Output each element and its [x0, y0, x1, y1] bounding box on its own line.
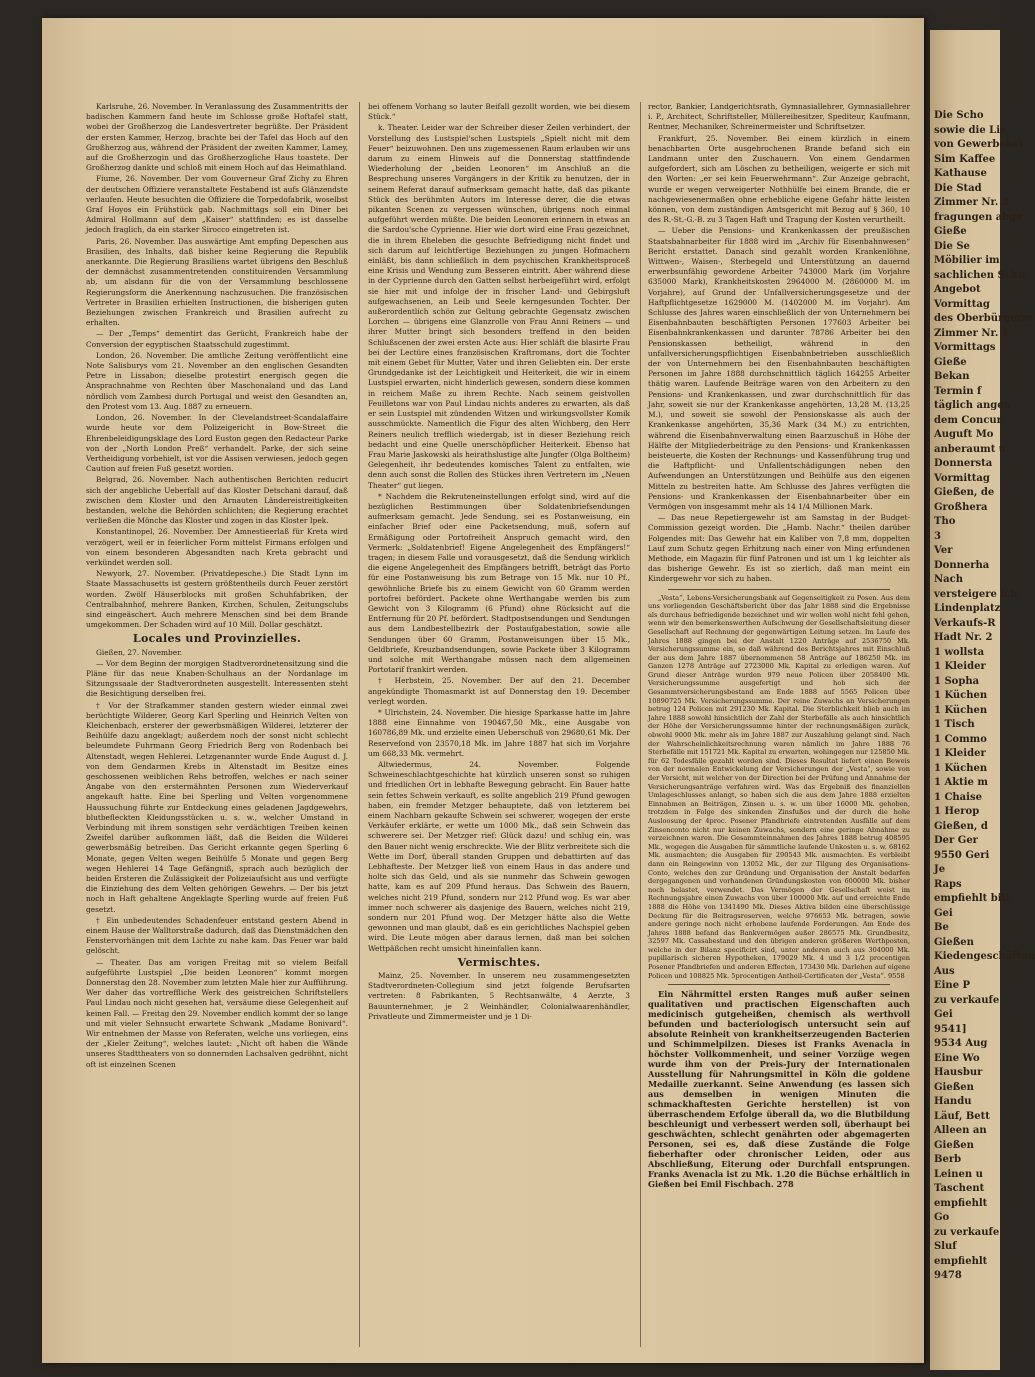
article-paragraph: — Der „Temps“ dementirt das Gerücht, Frankreich habe der Conversion der egyptischen Staatsschuld zugestimmt.	[86, 329, 348, 349]
article-paragraph: London, 26. November. Die amtliche Zeitung veröffentlicht eine Note Salisburys vom 21. November an den englischen Gesandten Petre in Lissabon; dieselbe protestirt energisch gegen die Ansprachnahme von Rechten über Maschonaland und das Land nördlich vom Zambesi durch Portugal und weist den Gesandten an, den Protest vom 13. Aug. 1887 zu erneuern.	[86, 350, 348, 411]
adjacent-page-text: Go	[934, 1212, 950, 1223]
adjacent-page-text: Handu	[934, 1096, 972, 1107]
adjacent-page-text: täglich angen	[934, 400, 1011, 411]
adjacent-page-text: Hadt Nr. 2	[934, 632, 993, 643]
adjacent-page-text: Gießen, d	[934, 820, 988, 832]
article-paragraph: — Theater. Das am vorigen Freitag mit so vielem Beifall aufgeführte Lustspiel „Die beiden Leonoren“ kommt morgen Donnerstag den 28. November zum letzten Male hier zur Aufführung. Wer daher das vortreffliche Werk des geistreichen Schriftstellers Paul Lindau noch nicht gesehen hat, versäume diese Gelegenheit auf keinen Fall. — Freitag den 29. November endlich kommt der so lange und mit vieler Sehnsucht erwartete Schwank „Madame Bonivard“. Wir entnehmen der Masse von Referaten, welche uns vorliegen, eins der „Kieler Zeitung“, welches lautet: „Nicht oft haben die Wände unseres Stadttheaters von so donnernden Lachsalven gedröhnt, nicht oft ist einzelnen Scenen	[86, 957, 348, 1069]
article-paragraph: * Nachdem die Rekruteneinstellungen erfolgt sind, wird auf die bezüglichen Bestimmungen über Soldatenbriefsendungen aufmerksam gemacht. Jede Sendung, sei es Postanweisung, ein einfacher Brief oder eine Packetsendung, muß, sofern auf Ermäßigung oder Portofreiheit Anspruch gemacht wird, den Vermerk: „Soldatenbrief! Eigene Angelegenheit des Empfängers!“ tragen; in diesem Falle und vorausgesetzt, daß die Sendung wirklich die eigene Angelegenheit des Empfängers betrifft, beträgt das Porto für eine Postanweisung bis zum Betrage von 15 Mk. nur 10 Pf., gewöhnliche Briefe bis zu einem Gewicht von 60 Gramm werden portofrei befördert. Packete ohne Werthangabe werden bis zum Gewicht von 3 Kilogramm (6 Pfund) ohne Rücksicht auf die Entfernung für 20 Pf. befördert. Stadtpostsendungen und Sendungen aus dem Landbestellbezirk der Postaufgabestation, sowie alle Sendungen über 60 Gramm, Postanweisungen über 15 Mk., Geldbriefe, Kreuzbandsendungen, sowie Packete über 3 Kilogramm und solche mit Werthangabe müssen nach dem allgemeinen Portotarif frankirt werden.	[368, 491, 630, 675]
adjacent-page-text: Be	[934, 922, 949, 933]
adjacent-page-text: empfiehlt	[934, 1197, 988, 1209]
adjacent-page-text: Termin f	[934, 385, 982, 397]
article-paragraph: * Ulrichstein, 24. November. Die hiesige Sparkasse hatte im Jahre 1888 eine Einnahme von 190467,50 Mk., eine Ausgabe von 160786,89 Mk. und erzielte einen Ueberschuß von 29680,61 Mk. Der Reservefond von 23570,18 Mk. im Jahre 1887 hat sich im Vorjahre um 668,33 Mk. vermehrt.	[368, 707, 630, 758]
adjacent-page-text: sowie die Lie	[934, 124, 1007, 136]
article-paragraph: Paris, 26. November. Das auswärtige Amt empfing Depeschen aus Brasilien, des Inhalts, daß bisher keine Regierung die Republik anerkannte. Die Regierung Brasiliens wartet übrigens den Beschluß der demnächst zusammentretenden constituirenden Versammlung ab, um alsdann für die von der Versammlung beschlossene Regierungsform die Anerkennung nachzusuchen. Die französischen Vertreter in Brasilien erhielten Instructionen, die bisherigen guten Beziehungen zwischen Frankreich und Brasilien aufrecht zu erhalten.	[86, 236, 348, 328]
adjacent-page-text: 1 Küchen	[934, 704, 988, 716]
adjacent-page-text: zu verkaufe	[934, 1226, 1000, 1238]
adjacent-page-text: Zimmer Nr. 2	[934, 197, 1009, 208]
adjacent-page-text: 1 Sopha	[934, 675, 980, 687]
article-paragraph: Karlsruhe, 26. November. In Veranlassung des Zusammentritts der badischen Kammern fand heute im Schlosse große Hoftafel statt, wobei der Großherzog die Landesvertreter begrüßte. Der Präsident der ersten Kammer, Herzog, brachte bei der Tafel das Hoch auf den Großherzog aus, während der Präsident der zweiten Kammer, Lamey, auf die Großherzogin und das Großherzogliche Haus toastete. Der Großherzog dankte und schloß mit einem Hoch auf das Heimathland.	[86, 102, 348, 173]
column-right	[648, 102, 910, 1347]
adjacent-page-text: Aus	[934, 965, 955, 977]
article-paragraph: k. Theater. Leider war der Schreiber dieser Zeilen verhindert, der Vorstellung des Lustspiel'schen Lustspiels „Spielt nicht mit dem Feuer“ beizuwohnen. Den uns zugemessenen Raum erlauben wir uns darum zu einem Hinweis auf die Donnerstag stattfindende Wiederholung der „beiden Leonoren“ im Anschluß an die Besprechung unseres Vorgängers in der Kritik zu benutzen, der in seinem Referat darauf aufmerksam gemacht hatte, daß das pikante Stück des berühmten Autors im Interesse derer, die die etwas pikanten Scenen zu vergessen wünschen, übrigens noch einmal aufgeführt werden müßte. Die beiden Leonoren erinnern in etwas an die Sardou'sche Cyprienne. Hier wie dort wird eine Frau gezeichnet, die in ihrem Eheleben die gesuchte Befriedigung nicht findet und sich darum auf leichtfertige Beziehungen zu jungen Hofmachern einläßt, bis dann schließlich in dem psychischen Krankheitsproceß eine Krisis und Wendung zum Besseren eintritt. Aber während diese in der Cyprienne durch den Gatten selbst herbeigeführt wird, erfolgt sie hier mit und infolge der in frischer Land- und Gebirgsluft aufgewachsenen, an Leib und Seele kerngesunden Tochter. Der außerordentlich schön zur Geltung gebrachte Gegensatz zwischen Lorchen — übrigens eine Glanzrolle von Frau Anni Reiners — und ihrer Mutter bringt sich besonders treffend in den beiden Schlußscenen der zwei ersten Acte aus: Hier schläft die blasirte Frau bei der Lectüre eines französischen Kraftromans, dort die Tochter mit einem Gebet für Mutter, Vater und ihren Geliebten ein. Der erste Grundgedanke ist der Leichtigkeit und Heiterkeit, die wir in einem Lustspiel erwarten, nicht hinderlich gewesen, sondern diese kommen in reichem Maße zu ihrem Rechte. Nach seinem geistvollen Feuilletons war von Paul Lindau nichts anderes zu erwarten, als daß er sein Lustspiel mit zündenden Witzen und wirkungsvollster Komik ausschmückte. Namentlich die Figur des alten Wichberg, den Herr Reiners neulich trefflich wiedergab, ist in dieser Beziehung reich bedacht und eine Quelle unerschöpflicher Heiterkeit. Ebenso hat Frau Marie Jaskowski als heirathslustige alte Jungfer (Olga Boltheim) Gelegenheit, ihr bedeutendes komisches Talent zu entfalten, wie denn auch sonst die Rollen des Stückes ihren Vertretern im „Neuen Theater“ gut liegen.	[368, 123, 630, 490]
section-heading: Vermischtes.	[457, 955, 541, 969]
article-paragraph: Ein Nährmittel ersten Ranges muß außer seinen qualitativen und practischen Eigenschaften auch medicinisch gutgeheißen, chemisch als werthvoll befunden und bacteriologisch untersucht sein auf absolute Reinheit von krankheitserzeugenden Bacterien und Schimmelpilzen. Dieses ist Franks Avenacla in höchster Vollkommenheit, und seiner Vorzüge wegen wurde ihm von der Preis-Jury der Internationalen Ausstellung für Nahrungsmittel in Köln die goldene Medaille zuerkannt. Seine Anwendung (es lassen sich aus demselben in wenigen Minuten die schmackhaftesten Gerichte herstellen) ist von überraschendem Erfolge überall da, wo die Blutbildung beschleunigt und verbessert werden soll, überhaupt bei geschwächten, schlecht genährten oder abgemagerten Personen, sei es, daß diese Zustände die Folge fieberhafter oder chronischer Leiden, oder aus Abschließung, Eiterung oder Durchfall entsprungen. Franks Avenacla ist zu Mk. 1.20 die Büchse erhältlich in Gießen bei Emil Fischbach. 278	[648, 989, 910, 1190]
article-paragraph: Altwiedermus, 24. November. Folgende Schweineschlachtgeschichte hat kürzlich unseren sonst so ruhigen und friedlichen Ort in lebhafte Bewegung gebracht. Ein Bauer hatte sein fettes Schwein verkauft, es sollte angeblich 219 Pfund gewogen haben, ein fremder Metzger behauptete, daß von letzterem bei einem Nachbarn gekaufte Schwein sei schwerer, wogegen der erste Verkäufer erklärte, er wette um 1000 Mk., daß sein Schwein das schwerere sei. Der Metzger rief: Glück dazu! und schlug ein, was den Bauer nicht wenig erschreckte. Wie der Blitz verbreitete sich die Wette im Dorf, überall standen Gruppen und debattirten auf das Lebhafteste. Der Metzger ließ von einem Haus in das andere und holte sich das Geld, und als sie nunmehr das Schwein gewogen hatte, kam es auf 209 Pfund heraus. Das Schwein des Bauern, welches nicht 219 Pfund, sondern nur 212 Pfund wog. Es war aber immer noch schwerer als dasjenige des Bauern, welches nicht 219, sondern nur 201 Pfund wog. Der Metzger hätte also die Wette gewonnen und man glaubt, daß es ein gerichtliches Nachspiel geben wird. Die Leute mögen aber daraus lernen, daß man bei solchen Wettpäßchen recht umsicht hineinfallen kann.	[368, 760, 630, 953]
adjacent-page-text: Bekan	[934, 371, 970, 382]
article-paragraph: — Vor dem Beginn der morgigen Stadtverordnetensitzung sind die Pläne für das neue Knaben-Schulhaus an der Nordanlage im Sitzungssaale der Stadtverordneten ausgestellt. Interessenten steht die Besichtigung derselben frei.	[86, 658, 348, 699]
article-paragraph: Newyork, 27. November. (Privatdepesche.) Die Stadt Lynn im Staate Massachusetts ist gestern größtentheils durch Feuer zerstört worden. Zwölf Häuserblocks mit großen Schuhfabriken, der Centralbahnhof, mehrere Banken, Kirchen, Schulen, Zeitungsclubs sind eingeäschert. Auch mehrere Menschen sind bei dem Brande umgekommen. Der Schaden wird auf 10 Mill. Dollar geschätzt.	[86, 569, 348, 630]
adjacent-page-text: 1 Kleider	[934, 748, 986, 759]
adjacent-page-text: von Gewerbebet	[934, 139, 1024, 150]
adjacent-page-text: Vormittag	[934, 298, 990, 310]
article-paragraph: — Ueber die Pensions- und Krankenkassen der preußischen Staatsbahnarbeiter für 1888 wird im „Archiv für Eisenbahnwesen“ Bericht erstattet. Danach sind gezahlt worden Krankenlöhne, Wittwen-, Waisen-, Sterbegeld und Unterstützung an dauernd erwerbsunfähig gewordene Arbeiter 743000 Mark (im Vorjahre 635000 Mark), Krankheitskosten 2964000 M. (2860000 M. im Vorjahre), auf Grund der Unfallversicherungsgesetze und der Haftpflichtgesetze 1629000 M. (1402000 M. im Vorjahr). Am Schlusse des Jahres waren einschließlich der von Unternehmern bei Eisenbahnbauten beschäftigten Personen 177603 Arbeiter bei Eisenbahnkrankenkassen und darunter 78786 Arbeiter bei den Pensionskassen betheiligt, während in den unfallversicherungspflichtigen Eisenbahnbetrieben ausschließlich der von Unternehmern bei den Eisenbahnbauten beschäftigten Personen im Jahre 1888 durchschnittlich täglich 164255 Arbeiter thätig waren. Laufende Beiträge waren von den Arbeitern zu den Pensions- und Krankenkassen, und zwar durchschnittlich für das Jahr, soweit sie nur der Krankenkasse angehörten, 13,28 M. (13,25 M.), und soweit sie sowohl der Pensionskasse als auch der Krankenkasse angehörten, 35,36 Mark (34 M.) zu entrichten, während die Eisenbahnverwaltung einen Baarzuschuß in Höhe der Hälfte der Mitgliederbeiträge zu den Pensions- und Krankenkassen beisteuerte, die Kosten der Rechnungs- und Kassenführung trug und die Haftpflicht- und Unfallentschädigungen neben den Aufwendungen an Unterstützungen und Beihülfe aus den eigenen Mitteln zu bestreiten hatte. Am Schlusse des Jahres verfügten die Pensions- und Krankenkassen der Eisenbahnarbeiter über ein Vermögen von insgesammt mehr als 14 1/4 Millionen Mark.	[648, 226, 910, 511]
article-paragraph: Gießen, 27. November.	[96, 647, 183, 657]
adjacent-page-text: Gei	[934, 907, 953, 919]
adjacent-page-text: 9541]	[934, 1023, 967, 1035]
adjacent-page-text: Gei	[934, 1009, 953, 1020]
article-paragraph: † Ein unbedeutendes Schadenfeuer entstand gestern Abend in einem Hause der Walltorstraße dadurch, daß das Dienstmädchen den Fenstervorhängen mit dem Lichte zu nahe kam. Das Feuer war bald gelöscht.	[86, 915, 348, 956]
adjacent-page-text: Die Scho	[934, 110, 984, 121]
column-divider	[359, 102, 360, 1347]
adjacent-page-text: Nach	[934, 574, 963, 585]
adjacent-page-text: 9550 Geri	[934, 849, 990, 861]
adjacent-page-text: Zimmer Nr. 1	[934, 327, 1009, 339]
article-paragraph: bei offenem Vorhang so lauter Beifall gezollt worden, wie bei diesem Stück.“	[368, 102, 630, 122]
adjacent-page-text: zu verkaufe	[934, 994, 1000, 1006]
separator-rule	[668, 589, 890, 590]
adjacent-page-text: Ver	[934, 545, 953, 556]
adjacent-page-text: 1 Chaise	[934, 791, 982, 803]
adjacent-page-text: 9534 Aug	[934, 1038, 988, 1049]
newspaper-page	[42, 18, 924, 1363]
article-paragraph: — Das neue Repetiergewehr ist am Samstag in der Budget-Commission gezeigt worden. Die „Hamb. Nachr.“ theilen darüber Folgendes mit: Das Gewehr hat ein Kaliber von 7,8 mm, doppelten Lauf zum Schutz gegen Erhitzung nach einer von Ming erfundenen Methode, ein Magazin für fünf Patronen und ist um 1 kg leichter als das bisherige Gewehr. Es ist so zierlich, daß man meint ein Kindergewehr vor sich zu haben.	[648, 513, 910, 584]
adjacent-page-text: Der Ger	[934, 835, 978, 846]
adjacent-page-text: Donnersta	[934, 458, 993, 469]
article-paragraph: Belgrad, 26. November. Nach authentischen Berichten reducirt sich der angebliche Ueberfall auf das Kloster Detschani darauf, daß zwischen dem Kloster und den Arnauten Ländereistreitigkeiten bestanden, welche die Behörden schlichten; die Regierung erachtet verließen die Mönche das Kloster und zogen in das Kloster Ipek.	[86, 475, 348, 526]
separator-rule	[668, 984, 890, 985]
adjacent-page-text: des Oberbürgerm	[934, 313, 1033, 324]
adjacent-page-text: Kathause	[934, 168, 987, 179]
adjacent-page-text: Hausbur	[934, 1067, 983, 1078]
adjacent-page-text: Die Se	[934, 240, 970, 252]
adjacent-page-text: 1 Küchen	[934, 690, 988, 701]
adjacent-page-text: Gießen	[934, 1081, 974, 1093]
article-paragraph: Frankfurt, 25. November. Bei einem kürzlich in einem benachbarten Orte ausgebrochenen Brande befand sich ein Landmann unter den Zuschauern. Von einem Gendarmen aufgefordert, sich am Löschen zu betheiligen, weigerte er sich mit den Worten: „er sei kein Feuerwehrmann“. Zur Anzeige gebracht, wurde er wegen verweigerter Nothhülfe bei einem Brande, die er nachgewiesenermaßen ohne erhebliche eigene Gefahr hätte leisten können, von dem zuständigen Amtsgericht mit Bezug auf § 360, 10 des R.-St.-G.-B. zu 3 Tagen Haft und Tragung der Kosten verurtheilt.	[648, 133, 910, 225]
adjacent-page-text: 1 Commo	[934, 733, 987, 745]
adjacent-page-text: Raps	[934, 878, 962, 890]
adjacent-page-text: 1 wollsta	[934, 646, 985, 658]
column-left	[86, 102, 348, 1347]
adjacent-page-text: 1 Kleider	[934, 661, 986, 672]
article-paragraph: „Vesta“, Lebens-Versicherungsbank auf Gegenseitigkeit zu Posen. Aus dem uns vorliegenden Geschäftsbericht über das Jahr 1888 sind die Ergebnisse als durchaus befriedigende bezeichnet und wir wollen wohl nicht fehl gehen, wenn wir den bemerkenswerthen Aufschwung der Gesellschaftsleitung dieser Gesellschaft auf Rechnung der gegenwärtigen Leitung setzen. Im Laufe des Jahres 1888 gingen bei der Anstalt 1220 Anträge auf 2536750 Mk. Versicherungssumme ein, so daß während des Berichtsjahres mit Einschluß der aus dem Jahre 1887 übernommenen 58 Anträge auf 186250 Mk. im Ganzen 1278 Anträge auf 2723000 Mk. Kapital zu erledigen waren. Auf Grund dieser Anträge wurden 979 neue Policen über 2058400 Mk. Versicherungssumme ausgefertigt und hob sich der Gesammtversicherungsbestand am Ende 1888 auf 5565 Policen über 10890725 Mk. Versicherungssumme. Der reine Zuwachs an Versicherungen betrug 124 Policen mit 291230 Mk. Kapital. Die Sterblichkeit blieb auch im Jahre 1888 sowohl hinsichtlich der Zahl der Sterbefälle als auch hinsichtlich der Höhe der Versicherungssumme hinter der rechnungsmäßigen zurück, obwohl 9000 Mk. mehr als im Jahre 1887 zur Auszahlung gelangt sind. Nach der Wahrscheinlichkeitsrechnung waren nämlich im Jahre 1888 76 Sterbefälle mit 151721 Mk. Kapital zu erwarten, wohingegen nur 125850 Mk. für 62 Todesfälle gezahlt worden sind. Dieses Resultat liefert einen Beweis von der normalen Entwickelung der Versicherungen der „Vesta“, sowie von der Vorsicht, mit welcher von der Direction bei der Prüfung und Annahme der Versicherungsanträge verfahren wird. Was das Ergebniß des finanziellen Umlageschlusses anlangt, so haben sich die aus dem Jahre 1888 erzielten Einnahmen an Beiträgen, Zinsen u. s. w. um über 16000 Mk. gehoben, trotzdem in Folge des sinkenden Zinsfußes und der durch die hohe Ausloosung der 4proc. Posener Pfandbriefe eintretenden Ausfälle auf dem Zinsenconto nicht nur keinen Zuwachs, sondern eine geringe Abnahme zu verzeichnen waren. Die Gesammteinnahmen des Jahres 1888 betrug 408595 Mk., wogegen die Ausgaben für sämmtliche laufende Unkosten u. s. w. 68162 Mk. ausmachten; die Ausgaben für 290543 Mk. ausmachten. Es verbleibt dann ein Reingewinn von 13052 Mk., der zur Tilgung des Organisations-Conto, welches den zur Gründung und Organisation der Anstalt bedarfen dergegangenen und vorhandenen Gründungskosten von 600000 Mk. bisher noch belastet, verwendet. Das Vermögen der Gesellschaft weist im Rechnungsjahre einen Zuwachs von über 100000 Mk. auf und erreichte Ende 1888 die Höhe von 1341490 Mk. Dieses Aktiva bilden eine überschüssige Deckung für die Beitragsreserven, welche 976653 Mk. betragen, sowie andere geringe noch nicht erhobene laufende Forderungen. Am Ende des Jahres 1888 befand das Bankvermögen außer 286575 Mk. Grundbesitz, 32597 Mk. Cassabestand und den übrigen anderen größeren Werthposten, welche in der Bilanz specificirt sind, unter anderen auch aus 304000 Mk. pupillarisch sicheren Hypotheken, 179029 Mk. 4 und 3 1/2 procentigen Posener Pfandbriefen und anderen Effecten, 173430 Mk. Darlehen auf eigene Policen und 108825 Mk. 5procentigen Antheil-Certificaten der „Vesta“. 9558	[648, 593, 910, 980]
adjacent-page-text: Gießen	[934, 936, 974, 948]
adjacent-page-text: 3	[934, 530, 941, 542]
adjacent-page-text: Alleen an	[934, 1125, 987, 1136]
adjacent-page-text: Kiedengeschäften	[934, 951, 1035, 962]
adjacent-page-text: empfiehlt	[934, 1255, 988, 1267]
article-paragraph: Mainz, 25. November. In unserem neu zusammengesetzten Stadtverordneten-Collegium sind jetzt folgende Berufsarten vertreten: 8 Fabrikanten, 5 Rechtsanwälte, 4 Aerzte, 3 Bauunternehmer, je 2 Weinhändler, Colonialwaarenhändler, Privatleute und Zimmermeister und je 1 Di-	[368, 971, 630, 1021]
adjacent-page-text: Gießen, de	[934, 487, 995, 498]
adjacent-page-text: Die Stad	[934, 182, 982, 194]
adjacent-page-text: Eine Wo	[934, 1052, 980, 1064]
adjacent-page-text: Angebot	[934, 284, 981, 295]
article-paragraph: † Herbstein, 25. November. Der auf den 21. December angekündigte Thomasmarkt ist auf Donnerstag den 19. December verlegt worden.	[368, 676, 630, 706]
adjacent-page-text: Möbilier im	[934, 255, 1000, 266]
adjacent-page-text: Berb	[934, 1154, 962, 1165]
article-paragraph: London, 26. November. In der Clevelandstreet-Scandalaffaire wurde heute vor dem Polizeigericht in Bow-Street die Ehrenbeleidigungsklage des Lord Euston gegen den Redacteur Parke von der „North London Preß“ verhandelt. Parke, der sich seine Vertheidigung vorbehielt, ist vor die Assisen verwiesen, jedoch gegen Caution auf freien Fuß gesetzt worden.	[86, 413, 348, 474]
adjacent-page-text: dem Concur	[934, 414, 1002, 426]
article-paragraph: Fiume, 26. November. Der vom Gouverneur Graf Zichy zu Ehren der deutschen Offiziere veranstaltete Festabend ist aufs Glänzendste verlaufen. Heute besuchten die Offiziere die Torpedofabrik, woselbst Graf Hoyos ein Frühstück gab. Nachmittags soll ein Diner bei Admiral Hollmann auf dem „Kaiser“ stattfinden; es ist dasselbe jedoch fraglich, da ein starker Sirocco eingetreten ist.	[86, 174, 348, 235]
adjacent-page-text: Verkaufs-R	[934, 617, 996, 629]
adjacent-page-text: Je	[934, 864, 946, 875]
adjacent-page-text: Läuf, Bett	[934, 1110, 990, 1122]
adjacent-page-text: Auguft Mo	[934, 429, 994, 440]
column-divider	[640, 102, 641, 1347]
column-middle	[368, 102, 630, 1347]
adjacent-page-text: Eine P	[934, 980, 971, 991]
adjacent-page-text: Vormittags	[934, 342, 996, 353]
adjacent-page-text: Großhera	[934, 501, 988, 513]
adjacent-page-text: Sluf	[934, 1241, 957, 1252]
adjacent-page-text: 1 Herop	[934, 806, 980, 817]
adjacent-page-text: 9478	[934, 1270, 962, 1281]
adjacent-page-text: Taschent	[934, 1183, 985, 1194]
adjacent-page-text: Gießen	[934, 1139, 974, 1151]
adjacent-page-text: Gieße	[934, 356, 967, 368]
article-paragraph: rector, Bankier, Landgerichtsrath, Gymnasiallehrer, Gymnasiallehrer i. P., Architect, Schriftsteller, Müllereibesitzer, Spediteur, Kaufmann, Rentner, Mechaniker, Schreinermeister und Schriftsetzer.	[648, 102, 910, 132]
adjacent-page-text: Lindenplatz	[934, 603, 1001, 614]
adjacent-page-text: sachlichen Schu	[934, 269, 1026, 281]
adjacent-page-text: versteigere ich	[934, 588, 1018, 600]
article-paragraph: Konstantinopel, 26. November. Der Amnestieerlaß für Kreta wird verzögert, weil er in feierlicher Form mittelst Firmans erfolgen und von einem besonderen Abgesandten nach Kreta gebracht und verkündet werden soll.	[86, 527, 348, 567]
adjacent-page-text: Leinen u	[934, 1168, 983, 1180]
adjacent-page-text: empfiehlt bill	[934, 893, 1010, 904]
adjacent-page-text: anberaumt u	[934, 443, 1007, 455]
adjacent-page-text: Gieße	[934, 226, 967, 237]
adjacent-page-fragment	[930, 30, 1035, 1370]
article-paragraph: † Vor der Strafkammer standen gestern wieder einmal zwei berüchtigte Wilderer, Georg Karl Sperling und Heinrich Velten von Kleichenbach, ersterer der gewerbsmäßigen Wilderei, letzterer der Beihülfe dazu angeklagt; außerdem noch der sonst nicht schlecht beleumdete Fuhrmann Georg Friedrich Berg von Rodenbach bei Altenstadt, wegen Hehlerei. Letzgenannter wurde Ende August d. J. von dem Gendarmen Krebs in Altenstadt im Besitze eines geschossenen weiblichen Rehs betroffen, welches er nach seiner Angabe von den erstermähnten Personen zum Wiederverkauf angekauft hatte. Eine bei Sperling und Velten vorgenommene Haussuchung führte zur Entdeckung eines geladenen Jagdgewehrs, blutbefleckten Kleidungsstücken u. s. w., welcher Umstand in Verbindung mit ihrem sonstigen sehr verdächtigen Treiben keinen Zweifel darüber aufkommen läßt, daß die Beiden die Wilderei gewerbsmäßig betreiben. Das Gericht erkannte gegen Sperling 6 Monate, gegen Velten wegen Beihülfe 5 Monate und gegen Berg wegen Hehlerei 14 Tage Gefängniß, sprach auch bezüglich der beiden Ersteren die Zulässigkeit der Polizeiaufsicht aus und verfügte die Einziehung des dem Velten gehörigen Gewehrs. — Der bis jetzt noch in Haft gehaltene Angeklagte Sperling wurde auf freien Fuß gesetzt.	[86, 700, 348, 914]
adjacent-page-text: 1 Tisch	[934, 719, 975, 730]
adjacent-page-text: Sim Kaffee	[934, 153, 996, 165]
adjacent-page-text: 1 Aktie m	[934, 777, 988, 788]
adjacent-page-text: Vormittag	[934, 472, 990, 484]
adjacent-page-text: Donnerha	[934, 559, 990, 571]
adjacent-page-text: 1 Küchen	[934, 762, 988, 774]
adjacent-page-text: Tho	[934, 516, 956, 527]
adjacent-page-text: fragungen abge	[934, 211, 1023, 223]
section-heading: Locales und Provinzielles.	[132, 632, 302, 646]
